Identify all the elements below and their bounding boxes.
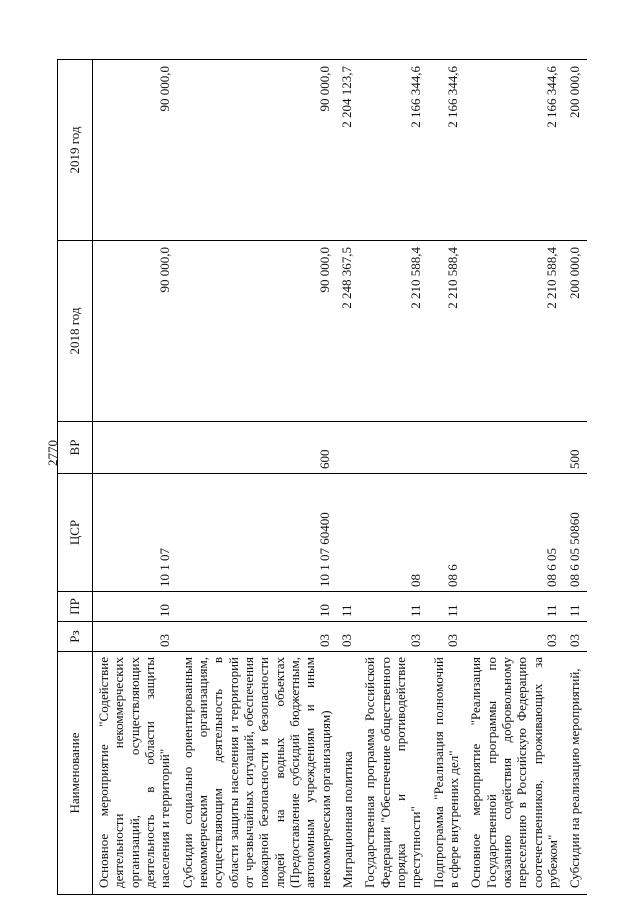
row-csr: 10 1 07 60400 xyxy=(177,474,337,592)
table-row xyxy=(564,60,586,895)
row-vr xyxy=(465,422,564,474)
row-pr: 11 xyxy=(428,592,466,622)
header-2018: 2018 год xyxy=(58,241,93,422)
row-rz: 03 xyxy=(564,622,586,652)
budget-table xyxy=(57,59,587,895)
row-pr: 11 xyxy=(337,592,359,622)
table-row xyxy=(93,60,177,895)
row-2018: 90 000,0 xyxy=(177,241,337,422)
row-rz: 03 xyxy=(93,622,177,652)
row-name: Миграционная политика xyxy=(337,652,359,895)
table-row xyxy=(337,60,359,895)
row-name: Основное мероприятие "Реализация Государственной программы по оказанию содействия добровольному переселению в Российскую Федерацию соотечественников, проживающих за рубежом" xyxy=(465,652,564,895)
row-2018: 2 210 588,4 xyxy=(359,241,427,422)
table-header-row xyxy=(58,60,93,895)
row-2019: 2 166 344,6 xyxy=(359,60,427,241)
row-2019: 2 166 344,6 xyxy=(465,60,564,241)
row-2019: 2 204 123,7 xyxy=(337,60,359,241)
row-2018: 2 248 367,5 xyxy=(337,241,359,422)
table-row xyxy=(465,60,564,895)
row-name: Государственная программа Российской Федерации "Обеспечение общественного порядка и противодействие преступности" xyxy=(359,652,427,895)
row-rz: 03 xyxy=(337,622,359,652)
table-row xyxy=(428,60,466,895)
row-pr: 11 xyxy=(465,592,564,622)
row-rz: 03 xyxy=(465,622,564,652)
row-pr: 10 xyxy=(177,592,337,622)
row-rz: 03 xyxy=(359,622,427,652)
row-csr: 08 xyxy=(359,474,427,592)
row-2018: 90 000,0 xyxy=(93,241,177,422)
row-2019: 90 000,0 xyxy=(177,60,337,241)
header-2019: 2019 год xyxy=(58,60,93,241)
row-2019: 90 000,0 xyxy=(93,60,177,241)
row-2018: 2 210 588,4 xyxy=(465,241,564,422)
row-vr xyxy=(337,422,359,474)
header-pr: ПР xyxy=(58,592,93,622)
row-2018: 200 000,0 xyxy=(564,241,586,422)
row-2019: 2 166 344,6 xyxy=(428,60,466,241)
row-csr: 10 1 07 xyxy=(93,474,177,592)
row-name: Подпрограмма "Реализация полномочий в сфере внутренних дел" xyxy=(428,652,466,895)
row-vr xyxy=(359,422,427,474)
header-vr: ВР xyxy=(58,422,93,474)
row-csr: 08 6 05 50860 xyxy=(564,474,586,592)
table-row xyxy=(359,60,427,895)
row-csr: 08 6 xyxy=(428,474,466,592)
row-vr: 600 xyxy=(177,422,337,474)
row-pr: 10 xyxy=(93,592,177,622)
row-pr: 11 xyxy=(359,592,427,622)
rotated-budget-table xyxy=(57,60,587,895)
row-csr: 08 6 05 xyxy=(465,474,564,592)
row-name: Основное мероприятие "Содействие деятельности некоммерческих организаций, осуществляющих деятельность в области защиты населения и территорий" xyxy=(93,652,177,895)
row-vr xyxy=(428,422,466,474)
header-rz: Рз xyxy=(58,622,93,652)
row-rz: 03 xyxy=(428,622,466,652)
row-vr xyxy=(93,422,177,474)
header-csr: ЦСР xyxy=(58,474,93,592)
header-name: Наименование xyxy=(58,652,93,895)
page-number: 2770 xyxy=(45,440,60,466)
table-row xyxy=(177,60,337,895)
row-rz: 03 xyxy=(177,622,337,652)
row-name: Субсидии социально ориентированным некоммерческим организациям, осуществляющим деятельность в области защиты населения и территорий от чрезвычайных ситуаций, обеспечения пожарной безопасности и безопасности людей на водных объектах (Предоставление субсидий бюджетным, автономным учреждениям и иным некоммерческим организациям) xyxy=(177,652,337,895)
row-name: Субсидии на реализацию мероприятий, xyxy=(564,652,586,895)
row-2019: 200 000,0 xyxy=(564,60,586,241)
row-2018: 2 210 588,4 xyxy=(428,241,466,422)
row-csr xyxy=(337,474,359,592)
row-vr: 500 xyxy=(564,422,586,474)
row-pr: 11 xyxy=(564,592,586,622)
